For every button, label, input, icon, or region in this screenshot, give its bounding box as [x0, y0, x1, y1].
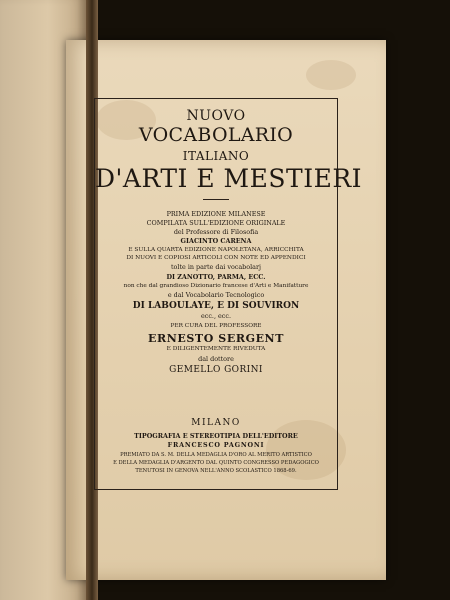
title-italiano: ITALIANO — [182, 149, 250, 163]
edition-line: DI NUOVI E COPIOSI ARTICOLI CON NOTE ED APPENDICI — [126, 255, 306, 261]
award-line: E DELLA MEDAGLIA D'ARGENTO DAL QUINTO CONGRESSO PEDAGOGICO — [113, 460, 319, 466]
editor-line: E DILIGENTEMENTE RIVEDUTA — [166, 346, 266, 352]
sources-zanotto: DI ZANOTTO, PARMA, ECC. — [166, 273, 266, 281]
editor-sergent: ERNESTO SERGENT — [148, 332, 284, 345]
title-arti-mestieri: D'ARTI E MESTIERI — [95, 164, 363, 193]
printer-pagnoni: FRANCESCO PAGNONI — [167, 441, 265, 449]
author-carena: GIACINTO CARENA — [180, 237, 252, 245]
edition-line: tolte in parte dai vocabolarj — [170, 263, 262, 271]
edition-line: PRIMA EDIZIONE MILANESE — [166, 210, 266, 218]
sources-line: ecc., ecc. — [200, 312, 231, 320]
title-frame — [94, 98, 363, 490]
title-nuovo: NUOVO — [186, 108, 246, 124]
sources-laboulaye: DI LABOULAYE, E DI SOUVIRON — [132, 301, 300, 311]
award-line: TENUTOSI IN GENOVA NELL'ANNO SCOLASTICO 1868-69. — [135, 468, 297, 474]
printer-line: TIPOGRAFIA E STEREOTIPIA DELL'EDITORE — [134, 432, 298, 440]
editor-gorini: GEMELLO GORINI — [169, 365, 263, 375]
edition-line: del Professore di Filosofia — [173, 228, 259, 236]
title-vocabolario: VOCABOLARIO — [138, 124, 294, 146]
title-rule — [203, 199, 229, 200]
editor-line: dal dottore — [198, 355, 234, 363]
award-line: PREMIATO DA S. M. DELLA MEDAGLIA D'ORO AL MERITO ARTISTICO — [120, 452, 312, 458]
paper-stain — [306, 60, 356, 90]
edition-line: E SULLA QUARTA EDIZIONE NAPOLETANA, ARRICCHITA — [128, 247, 304, 253]
sources-line: e dal Vocabolario Tecnologico — [167, 291, 265, 299]
editor-line: PER CURA DEL PROFESSORE — [170, 323, 262, 329]
place-milano: MILANO — [191, 418, 241, 428]
sources-line: non che dal grandioso Dizionario francese d'Arti e Manifatture — [123, 283, 309, 289]
edition-line: COMPILATA SULL'EDIZIONE ORIGINALE — [146, 219, 286, 227]
